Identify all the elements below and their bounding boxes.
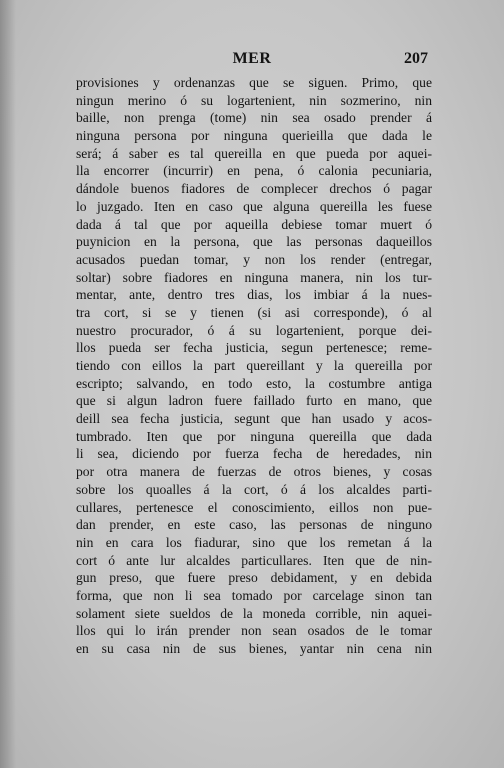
text-line: tra cort, si se y tienen (si asi corresponde), ó al: [76, 304, 432, 320]
text-line: lla encorrer (incurrir) en pena, ó calonia pecuniaria,: [76, 163, 432, 179]
text-line: en su casa nin de sus bienes, yantar nin cena nin: [76, 641, 432, 656]
text-line: escripto; salvando, en todo esto, la costumbre antiga: [76, 375, 432, 391]
text-line: forma, que non li sea tomado por carcelage sinon tan: [76, 587, 432, 603]
page-number: 207: [404, 50, 428, 67]
text-line: acusados puedan tomar, y non los render (entregar,: [76, 251, 432, 267]
text-line: dan prender, en este caso, las personas de ninguno: [76, 517, 432, 533]
page-header: [0, 50, 504, 70]
text-line: llos pueda ser fecha justicia, segun pertenesce; reme-: [76, 340, 432, 356]
text-line: será; á saber es tal quereilla en que pueda por aquei-: [76, 145, 432, 161]
text-line: gun preso, que fuere preso debidament, y en debida: [76, 570, 432, 586]
text-line: cort ó ante lur alcaldes particullares. Iten que de nin-: [76, 552, 432, 568]
text-line: li sea, diciendo por fuerza fecha de heredades, nin: [76, 446, 432, 462]
text-line: soltar) sobre fiadores en ninguna manera, nin los tur-: [76, 269, 432, 285]
text-line: ninguna persona por ninguna querieilla que dada le: [76, 128, 432, 144]
text-line: dada á tal que por aqueilla debiese tomar muert ó: [76, 216, 432, 232]
text-line: deill sea fecha justicia, segunt que han usado y acos-: [76, 411, 432, 427]
text-line: solament siete sueldos de la moneda corrible, nin aquei-: [76, 605, 432, 621]
text-line: nin en cara los fiadurar, sino que los remetan á la: [76, 534, 432, 550]
text-line: lo juzgado. Iten en caso que alguna quereilla les fuese: [76, 198, 432, 214]
text-line: llos qui lo irán prender non sean osados de le tomar: [76, 623, 432, 639]
text-line: tumbrado. Iten que por ninguna quereilla que dada: [76, 428, 432, 444]
text-line: sobre los quoalles á la cort, ó á los alcaldes parti-: [76, 481, 432, 497]
text-line: dándole buenos fiadores de complecer drechos ó pagar: [76, 181, 432, 197]
page-gutter-shadow: [0, 0, 16, 768]
text-line: provisiones y ordenanzas que se siguen. Primo, que: [76, 75, 432, 90]
text-line: tiendo con eillos la part quereillant y la quereilla por: [76, 358, 432, 373]
text-line: cullares, pertenesce el conoscimiento, eillos non pue-: [76, 499, 432, 515]
text-line: puynicion en la persona, que las personas daqueillos: [76, 234, 432, 250]
text-line: baille, non prenga (tome) nin sea osado prender á: [76, 110, 432, 126]
text-line: nuestro procurador, ó á su logartenient, porque dei-: [76, 322, 432, 338]
body-text: [76, 74, 432, 658]
text-line: ningun merino ó su logartenient, nin sozmerino, nin: [76, 92, 432, 108]
text-line: que si algun ladron fuere faillado furto en mano, que: [76, 393, 432, 409]
text-line: por otra manera de fuerzas de otros bienes, y cosas: [76, 464, 432, 480]
text-line: mentar, ante, dentro tres dias, los imbiar á la nues-: [76, 287, 432, 303]
running-head: MER: [232, 50, 272, 67]
